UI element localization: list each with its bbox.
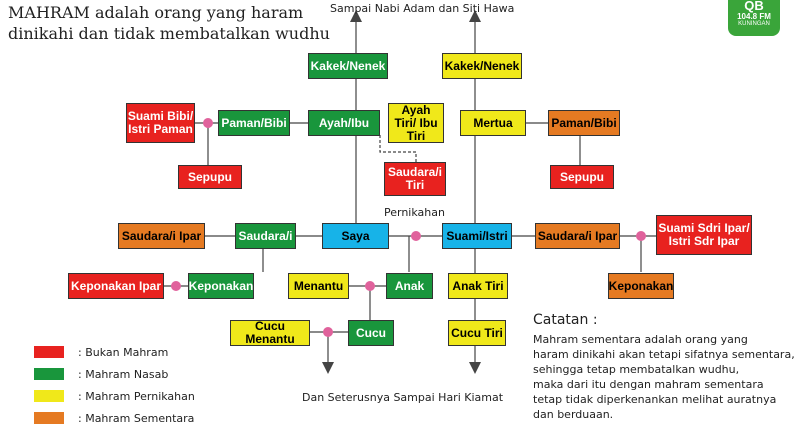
- node-keponakan-right: Keponakan: [608, 273, 674, 299]
- legend-label: : Mahram Nasab: [78, 367, 169, 381]
- legend-label: : Bukan Mahram: [78, 345, 169, 359]
- note-text: [533, 332, 798, 422]
- note-line: Mahram sementara adalah orang yang: [533, 333, 748, 346]
- node-saudara: Saudara/i: [235, 223, 296, 249]
- bottom-arrow-label: Dan Seterusnya Sampai Hari Kiamat: [302, 391, 504, 404]
- node-keponakan: Keponakan: [188, 273, 254, 299]
- pernikahan-label: Pernikahan: [384, 206, 445, 219]
- node-anak: Anak: [386, 273, 433, 299]
- note-block: [533, 312, 798, 422]
- legend-swatch-green: [34, 368, 64, 380]
- legend: [34, 341, 195, 429]
- node-menantu: Menantu: [288, 273, 349, 299]
- logo-mark: QB: [744, 0, 764, 13]
- node-sepupu-left: Sepupu: [178, 165, 242, 189]
- note-title: Catatan :: [533, 312, 598, 328]
- node-paman-bibi-right: Paman/Bibi: [548, 110, 620, 136]
- node-ayah-ibu-tiri: Ayah Tiri/ Ibu Tiri: [388, 103, 444, 143]
- note-line: dan berduaan.: [533, 408, 614, 421]
- legend-label: : Mahram Pernikahan: [78, 389, 195, 403]
- title-line-1: MAHRAM adalah orang yang haram: [8, 3, 304, 22]
- node-paman-bibi-left: Paman/Bibi: [218, 110, 290, 136]
- top-arrow-label: Sampai Nabi Adam dan Siti Hawa: [330, 2, 515, 15]
- node-saudara-tiri: Saudara/i Tiri: [384, 162, 446, 196]
- logo-frequency: 104.8 FM: [737, 12, 771, 21]
- node-cucu-tiri: Cucu Tiri: [448, 320, 506, 346]
- legend-swatch-orange: [34, 412, 64, 424]
- node-saya: Saya: [322, 223, 389, 249]
- node-kakek-nenek-left: Kakek/Nenek: [308, 53, 388, 79]
- radio-logo: [728, 0, 780, 36]
- legend-item-mahram-sementara: [34, 407, 195, 429]
- note-line: sehingga tetap membatalkan wudhu,: [533, 363, 740, 376]
- legend-swatch-red: [34, 346, 64, 358]
- node-keponakan-ipar: Keponakan Ipar: [68, 273, 164, 299]
- note-line: haram dinikahi akan tetapi sifatnya sementara,: [533, 348, 795, 361]
- node-cucu-menantu: Cucu Menantu: [230, 320, 310, 346]
- legend-item-mahram-pernikahan: [34, 385, 195, 407]
- node-kakek-nenek-right: Kakek/Nenek: [442, 53, 522, 79]
- page-title: [8, 2, 330, 44]
- legend-item-bukan-mahram: [34, 341, 195, 363]
- node-mertua: Mertua: [460, 110, 526, 136]
- node-ayah-ibu: Ayah/Ibu: [308, 110, 380, 136]
- node-saudara-ipar-left: Saudara/i Ipar: [118, 223, 205, 249]
- node-saudara-ipar-right: Saudara/i Ipar: [535, 223, 620, 249]
- node-cucu: Cucu: [348, 320, 394, 346]
- title-line-2: dinikahi dan tidak membatalkan wudhu: [8, 24, 330, 43]
- node-suami-istri: Suami/Istri: [442, 223, 512, 249]
- node-sepupu-right: Sepupu: [550, 165, 614, 189]
- node-anak-tiri: Anak Tiri: [448, 273, 508, 299]
- legend-label: : Mahram Sementara: [78, 411, 195, 425]
- note-line: tetap tidak diperkenankan melihat auratnya: [533, 393, 777, 406]
- note-line: maka dari itu dengan mahram sementara: [533, 378, 764, 391]
- logo-city: KUNINGAN: [738, 21, 770, 27]
- legend-swatch-yellow: [34, 390, 64, 402]
- node-suami-sdri-ipar: Suami Sdri Ipar/ Istri Sdr Ipar: [656, 215, 752, 255]
- legend-item-mahram-nasab: [34, 363, 195, 385]
- node-suami-bibi-istri-paman: Suami Bibi/ Istri Paman: [126, 103, 195, 143]
